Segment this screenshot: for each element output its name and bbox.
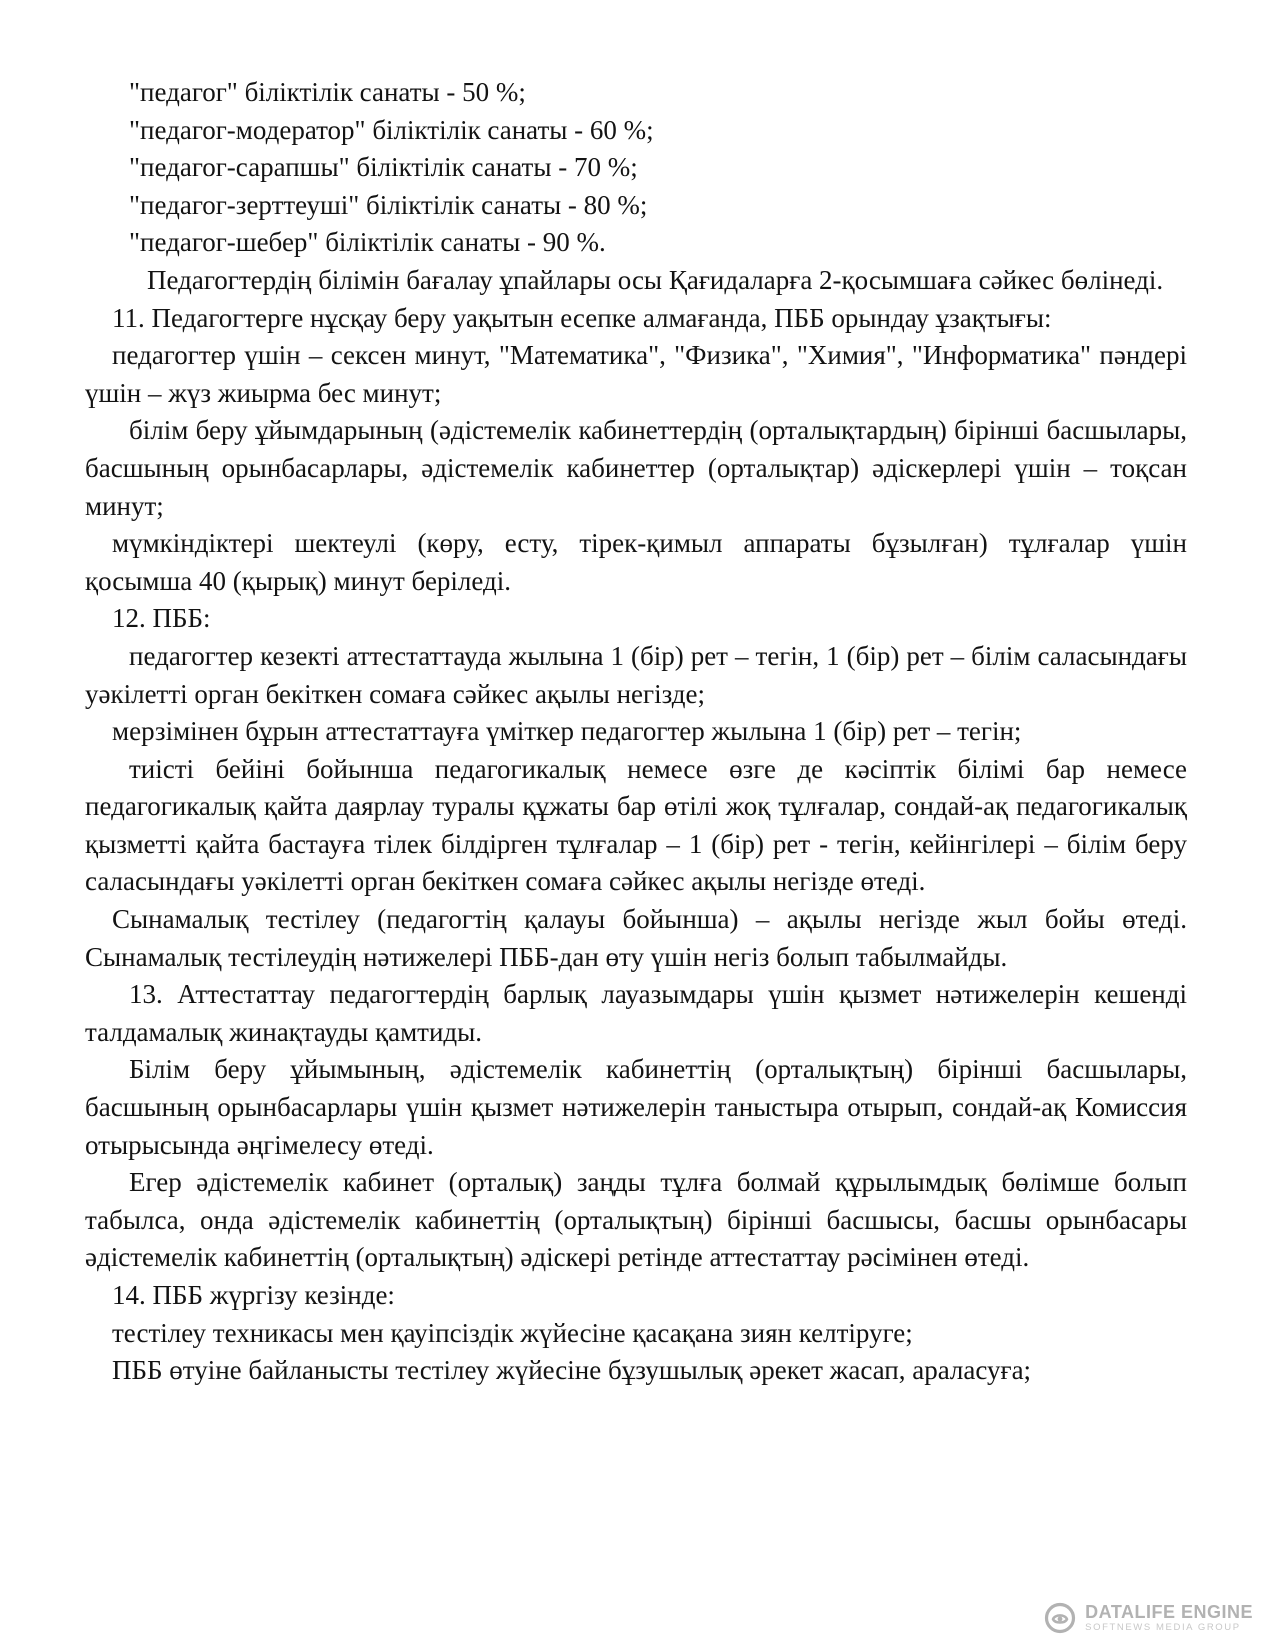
- document-body: [85, 74, 1187, 1390]
- datalife-engine-watermark: [1044, 1602, 1253, 1634]
- paragraph-org-leaders-interview: Білім беру ұйымының, әдістемелік кабинеттің (орталықтың) бірінші басшылары, басшының орынбасарлары үшін қызмет нәтижелерін таныстыра отырып, сондай-ақ Комиссия отырысында әңгімелесу өтеді.: [85, 1054, 1187, 1160]
- paragraph-regular-attestation: педагогтер кезекті аттестаттауда жылына 1 (бір) рет – тегін, 1 (бір) рет – білім саласындағы уәкілетті орган бекіткен сомаға сәйкес ақылы негізде;: [85, 640, 1187, 709]
- paragraph-duration-leaders: білім беру ұйымдарының (әдістемелік кабинеттердің (орталықтардың) бірінші басшылары, басшының орынбасарлары, әдістемелік кабинеттер (орталықтар) әдіскерлері үшін – тоқсан минут;: [85, 415, 1187, 521]
- paragraph-score-annex: Педагогтердің білімін бағалау ұпайлары осы Қағидаларға 2-қосымшаға сәйкес бөлінеді.: [147, 264, 1164, 295]
- paragraph-duration-teachers: педагогтер үшін – сексен минут, "Математика", "Физика", "Химия", "Информатика" пәндері үшін – жүз жиырма бес минут;: [85, 340, 1187, 408]
- watermark-text: [1085, 1603, 1253, 1634]
- paragraph-trial-testing: Сынамалық тестілеу (педагогтің қалауы бойынша) – ақылы негізде жыл бойы өтеді. Сынамалық тестілеудің нәтижелері ПББ-дан өту үшін негіз болып табылмайды.: [85, 904, 1187, 972]
- paragraph-category-sarapshy: "педагог-сарапшы" біліктілік санаты - 70 %;: [129, 152, 638, 183]
- watermark-tagline: SOFTNEWS MEDIA GROUP: [1085, 1621, 1241, 1633]
- paragraph-category-pedagog: "педагог" біліктілік санаты - 50 %;: [129, 77, 526, 107]
- paragraph-item-12: 12. ПББ:: [112, 603, 211, 634]
- eye-circle-icon: [1044, 1602, 1076, 1634]
- paragraph-no-experience-persons: тиісті бейіні бойынша педагогикалық немесе өзге де кәсіптік білімі бар немесе педагогикалық қайта даярлау туралы құжаты бар өтілі жоқ тұлғалар, сондай-ақ педагогикалық қызметті қайта бастауға тілек білдірген тұлғалар – 1 (бір) рет - тегін, кейінгілері – білім беру саласындағы уәкілетті орган бекіткен сомаға сәйкес ақылы негізде өтеді.: [85, 753, 1187, 897]
- watermark-brand: DATALIFE ENGINE: [1085, 1601, 1253, 1622]
- paragraph-prohibit-damage: тестілеу техникасы мен қауіпсіздік жүйесіне қасақана зиян келтіруге;: [112, 1317, 913, 1348]
- paragraph-prohibit-interference: ПББ өтуіне байланысты тестілеу жүйесіне бұзушылық әрекет жасап, араласуға;: [112, 1355, 1032, 1386]
- paragraph-item-11: 11. Педагогтерге нұсқау беру уақытын есепке алмағанда, ПББ орындау ұзақтығы:: [112, 302, 1052, 333]
- paragraph-methodical-cabinet: Егер әдістемелік кабинет (орталық) заңды тұлға болмай құрылымдық бөлімше болып табылса, онда әдістемелік кабинеттің (орталықтың) бірінші басшысы, басшы орынбасары әдістемелік кабинеттің (орталықтың) әдіскері ретінде аттестаттау рәсімінен өтеді.: [85, 1167, 1187, 1273]
- paragraph-item-14: 14. ПББ жүргізу кезінде:: [112, 1280, 395, 1310]
- paragraph-category-sheber: "педагог-шебер" біліктілік санаты - 90 %.: [129, 227, 606, 258]
- paragraph-duration-disabled: мүмкіндіктері шектеулі (көру, есту, тірек-қимыл аппараты бұзылған) тұлғалар үшін қосымша 40 (қырық) минут беріледі.: [85, 528, 1187, 596]
- paragraph-category-moderator: "педагог-модератор" біліктілік санаты - 60 %;: [129, 114, 654, 145]
- paragraph-category-zertteushi: "педагог-зерттеуші" біліктілік санаты - 80 %;: [129, 189, 648, 220]
- paragraph-item-13: 13. Аттестаттау педагогтердің барлық лауазымдары үшін қызмет нәтижелерін кешенді талдамалық жинақтауды қамтиды.: [85, 979, 1187, 1047]
- paragraph-early-attestation: мерзімінен бұрын аттестаттауға үміткер педагогтер жылына 1 (бір) рет – тегін;: [112, 716, 1022, 747]
